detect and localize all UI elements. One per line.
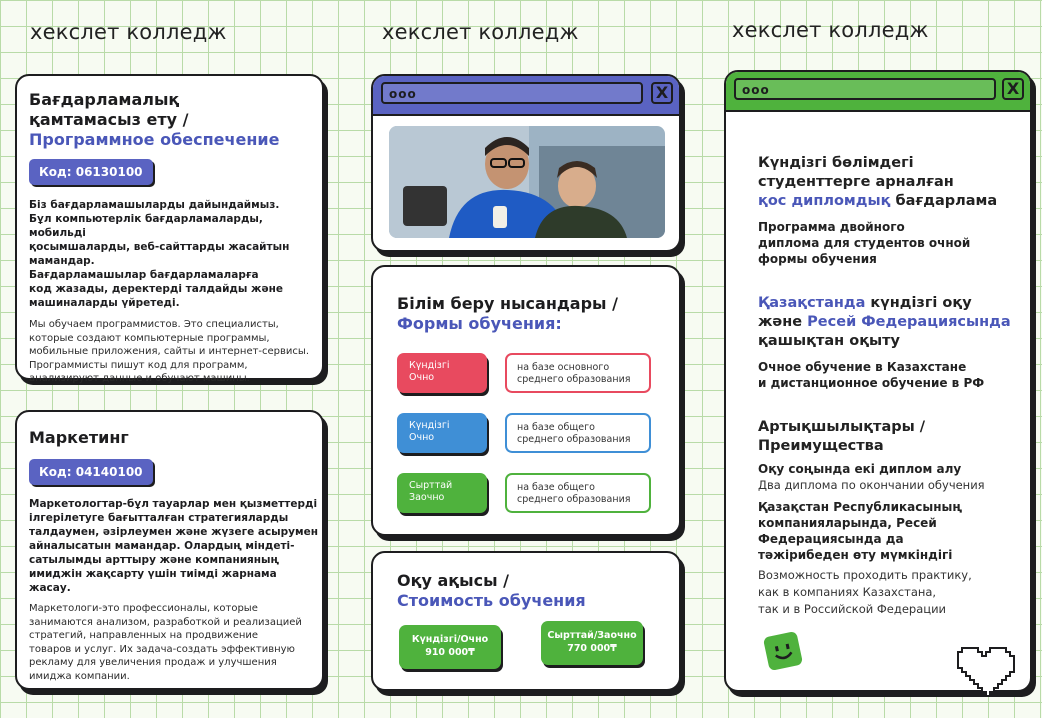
- desc-ru-line: Мы обучаем программистов. Это специалисты,: [29, 319, 279, 330]
- program-title: Маркетинг: [29, 428, 129, 447]
- form-kz: Күндізгі: [409, 360, 450, 371]
- window-dots-icon: ooo: [742, 83, 770, 97]
- desc-kz-line: жасау.: [29, 582, 71, 594]
- advantages-title-ru: Преимущества: [758, 438, 884, 454]
- brand-title-center: хекслет колледж: [382, 20, 579, 44]
- price-parttime[interactable]: [541, 621, 643, 665]
- desc-ru-line: анализируют данные и обучают машины.: [29, 373, 250, 384]
- option-line: среднего образования: [517, 434, 631, 445]
- program-title-ru: Программное обеспечение: [29, 130, 280, 149]
- program-code-badge: Код: 06130100: [29, 159, 153, 185]
- desc-kz-line: Бұл компьютерлік бағдарламаларды, мобильді: [29, 213, 263, 239]
- highlight-text: қос дипломдық: [758, 193, 891, 209]
- form-pill-parttime[interactable]: [397, 473, 487, 513]
- desc-ru-line: Программисты пишут код для программ,: [29, 359, 248, 371]
- form-ru: Очно: [409, 372, 435, 383]
- desc-ru-line: товаров и услуг. Их задача-создать эффективную: [29, 643, 295, 655]
- desc-kz-line: Бағдарламашылар бағдарламаларға: [29, 269, 259, 281]
- desc-kz-line: сатылымды арттыру және компанияның: [29, 554, 280, 566]
- form-option-general[interactable]: [505, 413, 651, 453]
- desc-kz-line: имиджін жақсарту үшін тиімді жарнама: [29, 568, 277, 580]
- desc-ru-line: мобильные приложения, сайты и интернет-сервисы.: [29, 346, 309, 357]
- desc-kz-line: ілгерілетуге бағытталған стратегияларды: [29, 512, 289, 524]
- benefit-ru: так и в Российской Федерации: [758, 602, 947, 616]
- form-option-basic[interactable]: [505, 353, 651, 393]
- benefit-kz: тәжірибеден өту мүмкіндігі: [758, 548, 953, 562]
- window-dots-icon: ooo: [389, 87, 417, 101]
- benefit-ru: как в компаниях Казахстана,: [758, 585, 937, 599]
- option-line: среднего образования: [517, 374, 631, 385]
- option-line: на базе общего: [517, 482, 595, 493]
- smiley-icon: [763, 631, 803, 671]
- program-heading: бағдарлама: [890, 193, 998, 209]
- program-card-software: [15, 74, 324, 384]
- program-title-kz: қамтамасыз ету /: [29, 110, 189, 129]
- brand-title-left: хекслет колледж: [30, 20, 227, 44]
- window-address-field: [734, 78, 996, 100]
- benefit-kz: Қазақстан Республикасының: [758, 500, 963, 514]
- program-heading: Күндізгі бөлімдегі: [758, 155, 914, 171]
- desc-kz-line: талдаумен, әзірлеумен және жүзеге асырумен: [29, 526, 318, 538]
- option-line: на базе общего: [517, 422, 595, 433]
- program-title-kz: Бағдарламалық: [29, 90, 180, 109]
- students-photo: [389, 126, 665, 238]
- forms-title-kz: Білім беру нысандары /: [397, 294, 618, 313]
- form-ru: Очно: [409, 432, 435, 443]
- brand-title-right: хекслет колледж: [732, 18, 929, 42]
- price-label: Сырттай/Заочно: [547, 630, 637, 641]
- pixel-heart-icon: [954, 640, 1026, 706]
- study-heading: күндізгі оқу: [865, 295, 972, 311]
- program-subtext: диплома для студентов очной: [758, 236, 971, 250]
- highlight-text: Ресей Федерациясында: [807, 314, 1011, 330]
- form-kz: Күндізгі: [409, 420, 450, 431]
- desc-ru-line: имиджа компании.: [29, 670, 130, 682]
- form-pill-fulltime[interactable]: [397, 353, 487, 393]
- desc-kz-line: мамандар.: [29, 255, 95, 267]
- option-line: среднего образования: [517, 494, 631, 505]
- form-kz: Сырттай: [409, 480, 453, 491]
- price-label: Күндізгі/Очно: [411, 634, 489, 645]
- tuition-cost-card: [371, 551, 681, 691]
- highlight-text: Қазақстанда: [758, 295, 866, 311]
- photo-window: [371, 74, 681, 252]
- benefit-kz: Федерациясында да: [758, 532, 904, 546]
- window-address-field: [381, 82, 643, 104]
- desc-kz-line: қосымшаларды, веб-сайттарды жасайтын: [29, 241, 290, 253]
- desc-ru-line: занимаются анализом, разработкой и реализацией: [29, 616, 302, 628]
- desc-ru-line: Маркетологи-это профессионалы, которые: [29, 603, 258, 614]
- price-fulltime[interactable]: [399, 625, 501, 669]
- form-pill-fulltime[interactable]: [397, 413, 487, 453]
- form-option-general[interactable]: [505, 473, 651, 513]
- benefit-ru: Два диплома по окончании обучения: [758, 478, 985, 492]
- program-heading: студенттерге арналған: [758, 174, 954, 190]
- desc-ru-line: стратегий, направленных на продвижение: [29, 630, 259, 641]
- desc-kz-line: Біз бағдарламашыларды дайындаймыз.: [29, 199, 280, 211]
- price-value: 770 000₸: [567, 643, 617, 654]
- study-heading: және: [758, 314, 808, 330]
- desc-kz-line: код жазады, деректерді талдайды және: [29, 283, 283, 295]
- program-subtext: формы обучения: [758, 252, 877, 266]
- cost-title-kz: Оқу ақысы /: [397, 571, 509, 590]
- advantages-title-kz: Артықшылықтары /: [758, 419, 926, 435]
- cost-title-ru: Стоимость обучения: [397, 591, 586, 610]
- form-ru: Заочно: [409, 492, 445, 503]
- close-icon[interactable]: X: [651, 82, 673, 104]
- study-subtext: Очное обучение в Казахстане: [758, 360, 967, 374]
- close-icon[interactable]: X: [1002, 78, 1024, 100]
- study-subtext: и дистанционное обучение в РФ: [758, 376, 985, 390]
- benefit-kz: Оқу соңында екі диплом алу: [758, 462, 962, 476]
- benefit-ru: Возможность проходить практику,: [758, 568, 972, 582]
- desc-kz-line: машиналарды үйретеді.: [29, 297, 180, 309]
- forms-title-ru: Формы обучения:: [397, 314, 562, 333]
- double-diploma-window: [724, 70, 1032, 692]
- study-heading: қашықтан оқыту: [758, 333, 901, 349]
- window-titlebar: [373, 76, 679, 116]
- desc-ru-line: которые создают компьютерные программы,: [29, 332, 270, 344]
- benefit-kz: компанияларында, Ресей: [758, 516, 937, 530]
- desc-kz-line: Маркетологтар-бұл тауарлар мен қызметтерді: [29, 498, 318, 510]
- program-card-marketing: [15, 410, 324, 690]
- program-code-badge: Код: 04140100: [29, 459, 153, 485]
- desc-ru-line: рекламу для увеличения продаж и улучшения: [29, 657, 277, 668]
- price-value: 910 000₸: [425, 647, 475, 658]
- window-titlebar: [726, 72, 1030, 112]
- program-subtext: Программа двойного: [758, 220, 905, 234]
- desc-kz-line: айналысатын мамандар. Олардың міндеті-: [29, 540, 295, 552]
- study-forms-card: [371, 265, 681, 536]
- option-line: на базе основного: [517, 362, 610, 373]
